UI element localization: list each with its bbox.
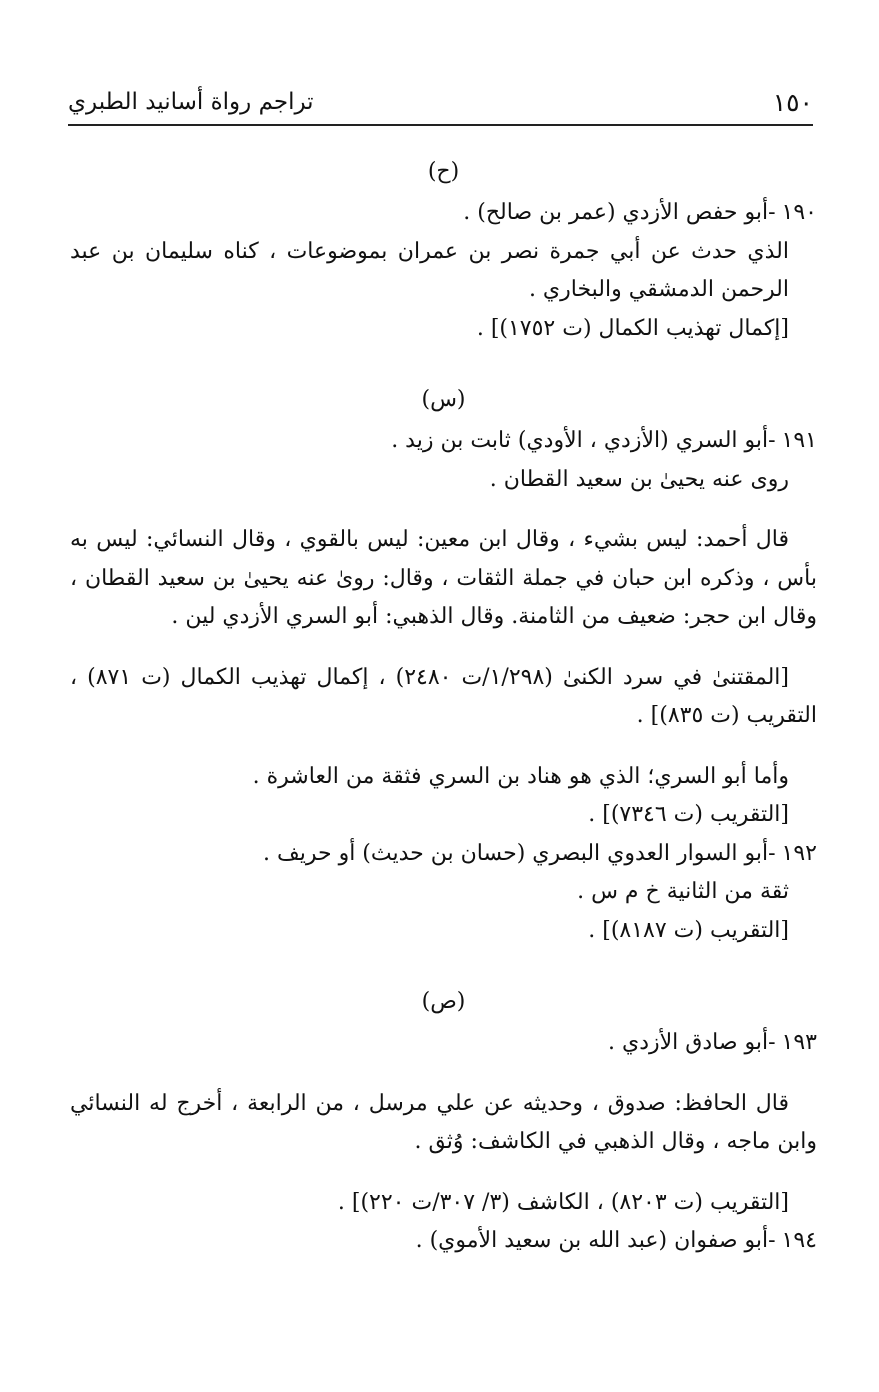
- entry-title-text: -أبو صادق الأزدي .: [607, 1030, 776, 1055]
- entry-number: ١٩٣: [781, 1030, 817, 1055]
- entry-191-narrators: روى عنه يحيىٰ بن سعيد القطان .: [489, 466, 789, 492]
- entry-number: ١٩١: [781, 428, 817, 453]
- entry-190-reference: [إكمال تهذيب الكمال (ت ١٧٥٢)] .: [476, 315, 789, 341]
- entry-191-note: وأما أبو السري؛ الذي هو هناد بن السري فثقة من العاشرة .: [252, 763, 789, 789]
- book-title: تراجم رواة أسانيد الطبري: [68, 89, 314, 115]
- entry-number: ١٩٤: [781, 1228, 817, 1253]
- entry-191-title: [70, 422, 817, 461]
- entry-193-title: [70, 1024, 817, 1063]
- entry-193-body: قال الحافظ: صدوق ، وحديثه عن علي مرسل ، من الرابعة ، أخرج له النسائي وابن ماجه ، وقال الذهبي في الكاشف: وُثق .: [70, 1090, 817, 1154]
- entry-193-reference: [التقريب (ت ٨٢٠٣) ، الكاشف (٣/ ٣٠٧/ت ٢٢٠)] .: [337, 1189, 789, 1215]
- entry-190-body: الذي حدث عن أبي جمرة نصر بن عمران بموضوعات ، كناه سليمان بن عبد الرحمن الدمشقي والبخاري .: [70, 238, 789, 302]
- entry-190-title: [70, 194, 817, 233]
- section-heading-sad: (ص): [421, 989, 466, 1014]
- entry-title-text: -أبو السري (الأزدي ، الأودي) ثابت بن زيد .: [391, 428, 776, 453]
- entry-number: ١٩٢: [781, 840, 817, 866]
- entry-title-text: -أبو حفص الأزدي (عمر بن صالح) .: [463, 200, 776, 225]
- entry-191-reference: [المقتنىٰ في سرد الكنىٰ (١/٢٩٨/ت ٢٤٨٠) ، إكمال تهذيب الكمال (ت ٨٧١) ، التقريب (ت ٨٣٥)] .: [70, 664, 817, 728]
- entry-194-title: [70, 1222, 817, 1261]
- entry-number: ١٩٠: [781, 200, 817, 225]
- page-body: [70, 150, 817, 1261]
- section-heading-sin: (س): [421, 387, 466, 412]
- entry-192-reference: [التقريب (ت ٨١٨٧)] .: [588, 917, 789, 943]
- entry-title-text: -أبو صفوان (عبد الله بن سعيد الأموي) .: [415, 1228, 776, 1253]
- section-heading-ha: (ح): [427, 159, 460, 184]
- entry-191-body: قال أحمد: ليس بشيء ، وقال ابن معين: ليس بالقوي ، وقال النسائي: ليس به بأس ، وذكره ابن حبان في جملة الثقات ، وقال: رویٰ عنه يحيىٰ بن سعيد القطان ، وقال ابن حجر: ضعيف من الثامنة. وقال الذهبي: أبو السري الأزدي لين .: [70, 527, 817, 629]
- entry-192-title: [70, 835, 817, 874]
- page-number: ١٥٠: [772, 87, 813, 117]
- entry-192-body: ثقة من الثانية خ م س .: [577, 879, 789, 904]
- entry-191-note-reference: [التقريب (ت ٧٣٤٦)] .: [588, 802, 789, 827]
- entry-title-text: -أبو السوار العدوي البصري (حسان بن حديث) أو حريف .: [262, 840, 776, 866]
- running-header: [68, 80, 813, 126]
